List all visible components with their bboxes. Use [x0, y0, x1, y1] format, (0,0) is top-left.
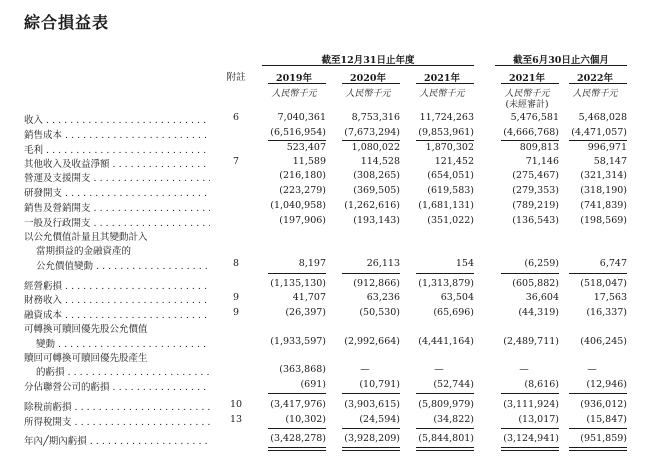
- row-value: (275,467): [512, 170, 559, 181]
- row-value: (9,853,961): [418, 127, 474, 138]
- row-label: 研發開支 . . .: [24, 185, 210, 199]
- row-value: (321,314): [580, 170, 627, 181]
- row-value: (3,928,209): [344, 433, 400, 444]
- row-label: 的虧損 . . .: [36, 364, 210, 378]
- total-double-rule: [268, 447, 326, 451]
- row-value: 63,504: [440, 292, 474, 303]
- row-value: (15,847): [586, 414, 627, 425]
- column-year-rule: [268, 83, 326, 84]
- row-value: (2,489,711): [503, 336, 559, 347]
- row-value: 8,753,316: [351, 112, 400, 123]
- row-value: (10,302): [285, 414, 326, 425]
- subtotal-rule: [416, 273, 474, 274]
- row-value: (34,822): [433, 414, 474, 425]
- row-value: (6,516,954): [270, 127, 326, 138]
- subtotal-rule: [342, 273, 400, 274]
- row-label: 分佔聯營公司的虧損 . . .: [24, 379, 210, 393]
- row-value: 5,476,581: [510, 112, 559, 123]
- row-value: 523,407: [286, 142, 326, 153]
- row-note: 7: [232, 156, 240, 167]
- row-value: (136,543): [512, 215, 559, 226]
- row-value: (197,906): [279, 215, 326, 226]
- row-value: (6,259): [524, 258, 559, 269]
- row-value: (1,262,616): [344, 200, 400, 211]
- column-year: 2021年: [509, 73, 545, 84]
- row-value: (5,809,979): [418, 399, 474, 410]
- column-unit: 人民幣千元: [271, 89, 317, 99]
- row-value: —: [434, 364, 444, 375]
- row-value: (44,319): [518, 307, 559, 318]
- row-label: 毛利 . . .: [24, 142, 210, 156]
- row-value: (26,397): [285, 307, 326, 318]
- row-value: (351,022): [427, 215, 474, 226]
- column-unit: 人民幣千元: [345, 89, 391, 99]
- column-unaudited-note: (未經審計): [505, 100, 549, 110]
- row-label: 融資成本 . . .: [24, 307, 210, 321]
- row-value: 996,971: [587, 142, 627, 153]
- row-value: 154: [455, 258, 474, 269]
- total-double-rule: [569, 447, 627, 451]
- row-value: 58,147: [593, 156, 627, 167]
- row-value: (65,696): [433, 307, 474, 318]
- row-value: 36,604: [525, 292, 559, 303]
- row-value: —: [587, 364, 597, 375]
- note-column-header: 附註: [226, 72, 246, 83]
- subtotal-rule: [416, 140, 474, 141]
- row-label: 年內╱期內虧損 . . .: [24, 433, 210, 447]
- subtotal-rule: [416, 393, 474, 394]
- row-value: (789,219): [512, 200, 559, 211]
- row-value: (198,569): [580, 215, 627, 226]
- row-note: 6: [232, 112, 240, 123]
- subtotal-rule: [569, 393, 627, 394]
- column-year-rule: [416, 83, 474, 84]
- row-label: 財務收入 . . .: [24, 292, 210, 306]
- row-value: —: [519, 364, 529, 375]
- group-rule-annual: [262, 65, 474, 66]
- row-value: 17,563: [593, 292, 627, 303]
- row-value: (223,279): [279, 185, 326, 196]
- row-value: (936,012): [580, 399, 627, 410]
- row-value: (216,180): [279, 170, 326, 181]
- row-note: 9: [232, 292, 240, 303]
- total-double-rule: [342, 447, 400, 451]
- row-value: (8,616): [524, 379, 559, 390]
- row-value: (1,313,879): [418, 278, 474, 289]
- row-label: 以公允價值計量且其變動計入: [24, 232, 148, 243]
- column-unit: 人民幣千元: [504, 89, 550, 99]
- row-value: 121,452: [434, 156, 474, 167]
- row-value: (318,190): [580, 185, 627, 196]
- row-value: (1,933,597): [270, 336, 326, 347]
- row-value: (1,135,130): [270, 278, 326, 289]
- row-value: 6,747: [599, 258, 627, 269]
- row-label: 一般及行政開支 . . .: [24, 215, 210, 229]
- row-value: (3,111,924): [503, 399, 559, 410]
- subtotal-rule: [501, 140, 559, 141]
- column-year-rule: [501, 83, 559, 84]
- row-label: 除稅前虧損 . . .: [24, 399, 210, 413]
- row-value: 11,724,263: [419, 112, 474, 123]
- row-value: 41,707: [292, 292, 326, 303]
- row-value: (951,859): [580, 433, 627, 444]
- row-value: (691): [300, 379, 326, 390]
- subtotal-rule: [501, 428, 559, 429]
- row-label: 變動 . . .: [36, 336, 210, 350]
- row-value: (619,583): [427, 185, 474, 196]
- column-unit: 人民幣千元: [572, 89, 618, 99]
- column-unit: 人民幣千元: [419, 89, 465, 99]
- row-label: 其他收入及收益淨額 . . .: [24, 156, 210, 170]
- row-value: (369,505): [353, 185, 400, 196]
- column-year: 2019年: [276, 73, 312, 84]
- row-value: (193,143): [353, 215, 400, 226]
- row-value: (3,903,615): [344, 399, 400, 410]
- row-value: (2,992,664): [344, 336, 400, 347]
- subtotal-rule: [342, 140, 400, 141]
- row-value: (3,417,976): [270, 399, 326, 410]
- row-value: (4,471,057): [571, 127, 627, 138]
- row-label: 公允價值變動 . . .: [36, 258, 210, 272]
- row-value: (5,844,801): [418, 433, 474, 444]
- row-value: 26,113: [366, 258, 400, 269]
- subtotal-rule: [268, 140, 326, 141]
- row-value: (406,245): [580, 336, 627, 347]
- group-rule-interim: [495, 65, 627, 66]
- subtotal-rule: [342, 428, 400, 429]
- row-label: 經營虧損 . . .: [24, 278, 210, 292]
- group-header-annual: 截至12月31日止年度: [321, 55, 415, 66]
- subtotal-rule: [416, 428, 474, 429]
- row-value: 1,080,022: [351, 142, 400, 153]
- row-label: 收入 . . .: [24, 112, 210, 126]
- row-value: 7,040,361: [277, 112, 326, 123]
- column-year: 2021年: [424, 73, 460, 84]
- row-value: 5,468,028: [578, 112, 627, 123]
- subtotal-rule: [268, 273, 326, 274]
- subtotal-rule: [268, 428, 326, 429]
- subtotal-rule: [268, 393, 326, 394]
- row-value: (912,866): [353, 278, 400, 289]
- row-value: (24,594): [359, 414, 400, 425]
- row-note: 8: [232, 258, 240, 269]
- row-value: (52,744): [433, 379, 474, 390]
- row-value: (4,441,164): [418, 336, 474, 347]
- subtotal-rule: [569, 273, 627, 274]
- total-double-rule: [501, 447, 559, 451]
- row-value: (13,017): [518, 414, 559, 425]
- subtotal-rule: [501, 393, 559, 394]
- row-value: —: [360, 364, 370, 375]
- row-value: (7,673,294): [344, 127, 400, 138]
- row-value: (12,946): [586, 379, 627, 390]
- row-value: (363,868): [279, 364, 326, 375]
- row-value: (1,040,958): [270, 200, 326, 211]
- row-value: (518,047): [580, 278, 627, 289]
- column-year: 2020年: [350, 73, 386, 84]
- subtotal-rule: [342, 393, 400, 394]
- row-value: (1,681,131): [418, 200, 474, 211]
- row-note: 13: [229, 414, 243, 425]
- row-note: 10: [229, 399, 243, 410]
- row-label: 贖回可轉換可贖回優先股產生: [24, 353, 148, 364]
- column-year-rule: [569, 83, 627, 84]
- row-value: 114,528: [360, 156, 400, 167]
- row-value: 8,197: [298, 258, 326, 269]
- row-label: 所得稅開支 . . .: [24, 414, 210, 428]
- row-value: 63,236: [366, 292, 400, 303]
- row-value: (3,124,941): [503, 433, 559, 444]
- subtotal-rule: [569, 428, 627, 429]
- row-value: (4,666,768): [503, 127, 559, 138]
- row-label: 當期損益的金融資產的: [36, 246, 132, 257]
- column-year: 2022年: [577, 73, 613, 84]
- row-value: 11,589: [292, 156, 326, 167]
- subtotal-rule: [501, 273, 559, 274]
- row-label: 營運及支援開支 . . .: [24, 170, 210, 184]
- row-note: 9: [232, 307, 240, 318]
- row-value: (50,530): [359, 307, 400, 318]
- row-value: (605,882): [512, 278, 559, 289]
- page-title: 綜合損益表: [24, 13, 110, 32]
- column-year-rule: [342, 83, 400, 84]
- row-value: (654,051): [427, 170, 474, 181]
- row-value: (16,337): [586, 307, 627, 318]
- row-value: 71,146: [525, 156, 559, 167]
- row-label: 銷售及營銷開支 . . .: [24, 200, 210, 214]
- row-value: (3,428,278): [270, 433, 326, 444]
- subtotal-rule: [569, 140, 627, 141]
- row-label: 銷售成本 . . .: [24, 127, 210, 141]
- row-value: (741,839): [580, 200, 627, 211]
- row-label: 可轉換可贖回優先股公允價值: [24, 324, 148, 335]
- group-header-interim: 截至6月30日止六個月: [513, 55, 609, 66]
- row-value: (308,265): [353, 170, 400, 181]
- row-value: 1,870,302: [425, 142, 474, 153]
- row-value: 809,813: [519, 142, 559, 153]
- row-value: (279,353): [512, 185, 559, 196]
- row-value: (10,791): [359, 379, 400, 390]
- total-double-rule: [416, 447, 474, 451]
